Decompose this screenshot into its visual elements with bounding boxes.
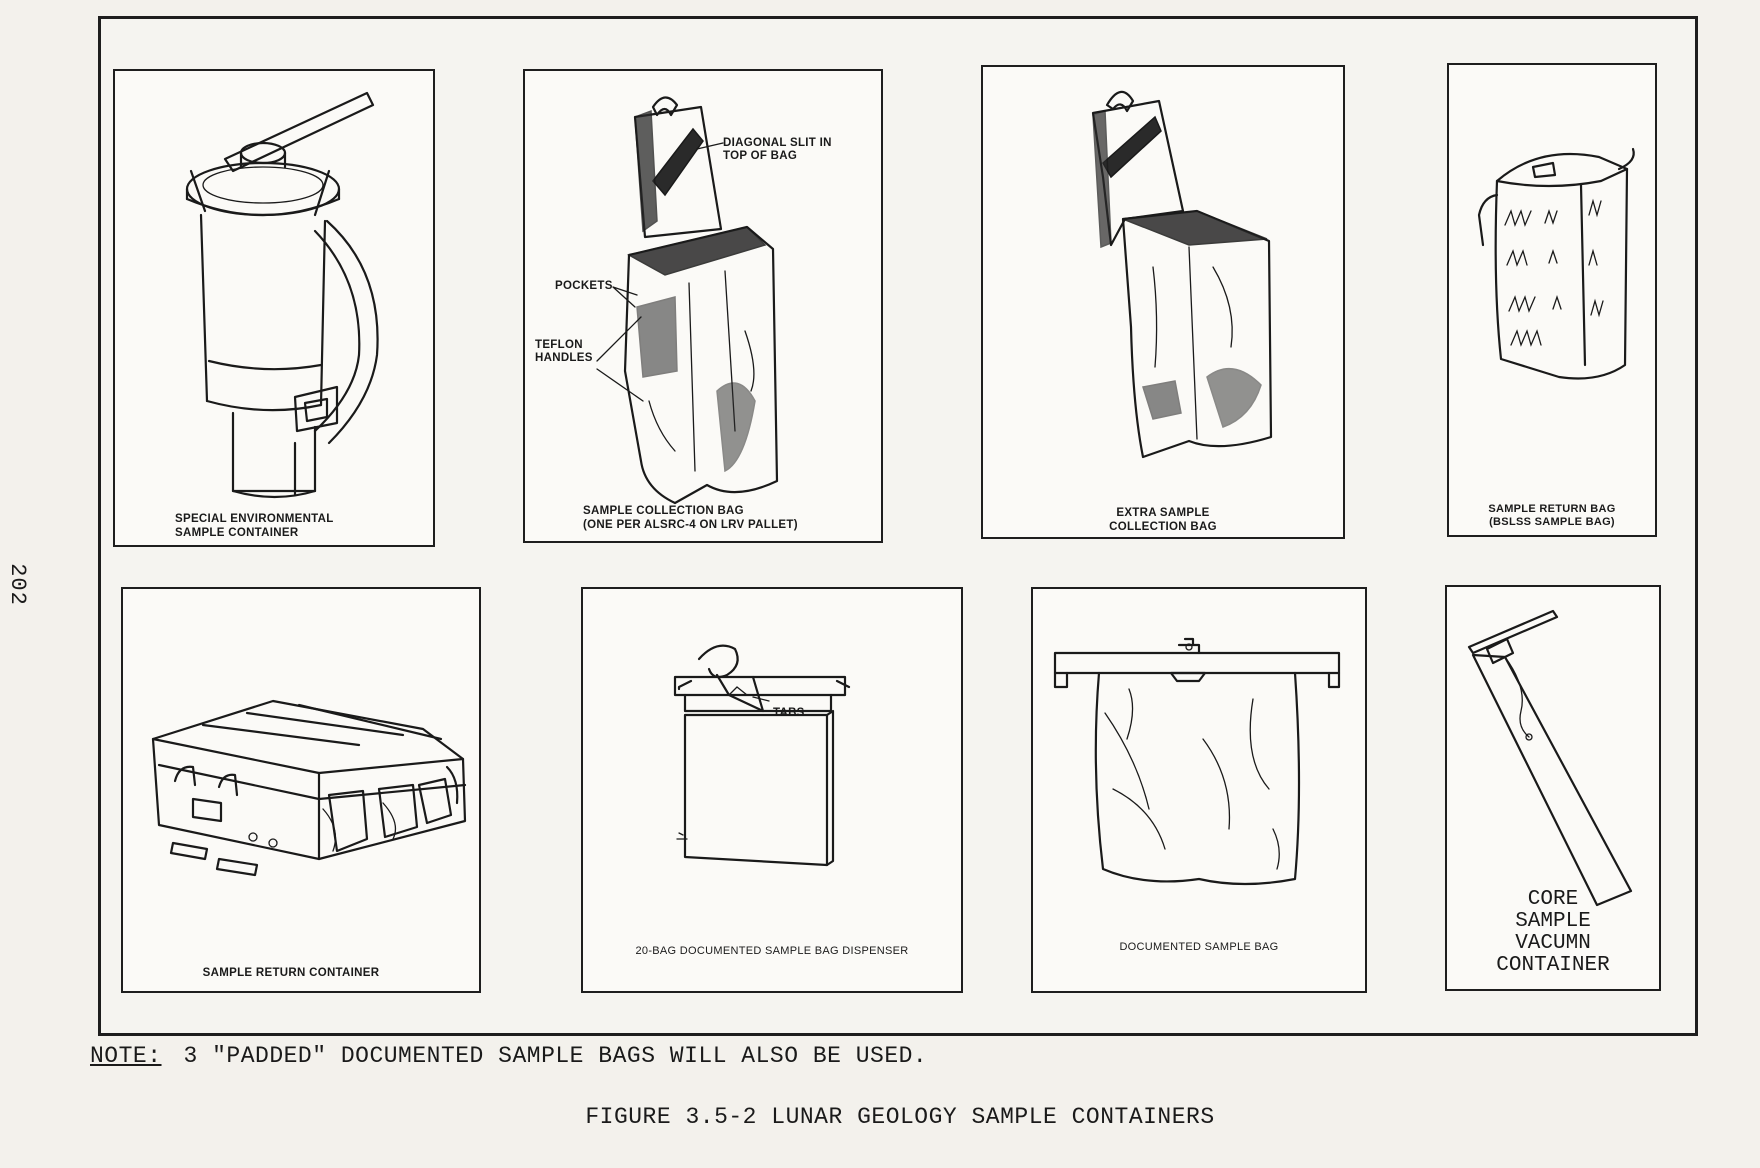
note [90, 1043, 927, 1069]
note-label: NOTE: [90, 1043, 162, 1069]
caption: 20-BAG DOCUMENTED SAMPLE BAG DISPENSER [635, 945, 909, 957]
figure-frame [98, 16, 1698, 1036]
core-line-4: CONTAINER [1496, 954, 1610, 977]
extra-bag-illustration [983, 67, 1343, 537]
caption-line-1: SPECIAL ENVIRONMENTAL [175, 513, 334, 525]
panel-special-environmental-container [113, 69, 435, 547]
return-bag-illustration [1449, 65, 1655, 535]
panel-documented-bag [1031, 587, 1367, 993]
caption-line-2: SAMPLE CONTAINER [175, 527, 299, 539]
caption: SAMPLE RETURN CONTAINER [202, 967, 380, 979]
panel-sample-return-bag [1447, 63, 1657, 537]
callout-tabs: TABS [773, 707, 805, 719]
callout-teflon-2: HANDLES [535, 352, 593, 364]
page-number: 202 [4, 563, 30, 606]
caption-line-2: (ONE PER ALSRC-4 ON LRV PALLET) [583, 519, 798, 531]
panel-bag-dispenser [581, 587, 963, 993]
caption-line-2: COLLECTION BAG [1109, 521, 1217, 533]
callout-diagonal-slit-1: DIAGONAL SLIT IN [723, 137, 832, 149]
documented-bag-illustration [1033, 589, 1365, 991]
note-text: 3 "PADDED" DOCUMENTED SAMPLE BAGS WILL ALSO BE USED. [183, 1043, 928, 1069]
caption-line-1: SAMPLE RETURN BAG [1488, 503, 1616, 515]
caption-line-2: (BSLSS SAMPLE BAG) [1489, 516, 1615, 528]
core-line-1: CORE [1527, 888, 1579, 911]
caption-line-1: EXTRA SAMPLE [1116, 507, 1210, 519]
core-line-2: SAMPLE [1515, 910, 1591, 933]
callout-teflon-1: TEFLON [535, 339, 583, 351]
core-line-3: VACUMN [1515, 932, 1591, 955]
panel-sample-return-container [121, 587, 481, 993]
callout-diagonal-slit-2: TOP OF BAG [723, 150, 798, 162]
panel-extra-sample-bag [981, 65, 1345, 539]
environmental-container-illustration [115, 71, 433, 545]
bag-dispenser-illustration [583, 589, 961, 991]
panel-sample-collection-bag [523, 69, 883, 543]
callout-pockets: POCKETS [555, 280, 613, 292]
caption-line-1: SAMPLE COLLECTION BAG [583, 505, 744, 517]
core-caption [1467, 889, 1639, 977]
figure-title: FIGURE 3.5-2 LUNAR GEOLOGY SAMPLE CONTAINERS [585, 1104, 1215, 1130]
return-container-illustration [123, 589, 479, 991]
caption: DOCUMENTED SAMPLE BAG [1119, 941, 1279, 953]
panel-core-sample-container [1445, 585, 1661, 991]
